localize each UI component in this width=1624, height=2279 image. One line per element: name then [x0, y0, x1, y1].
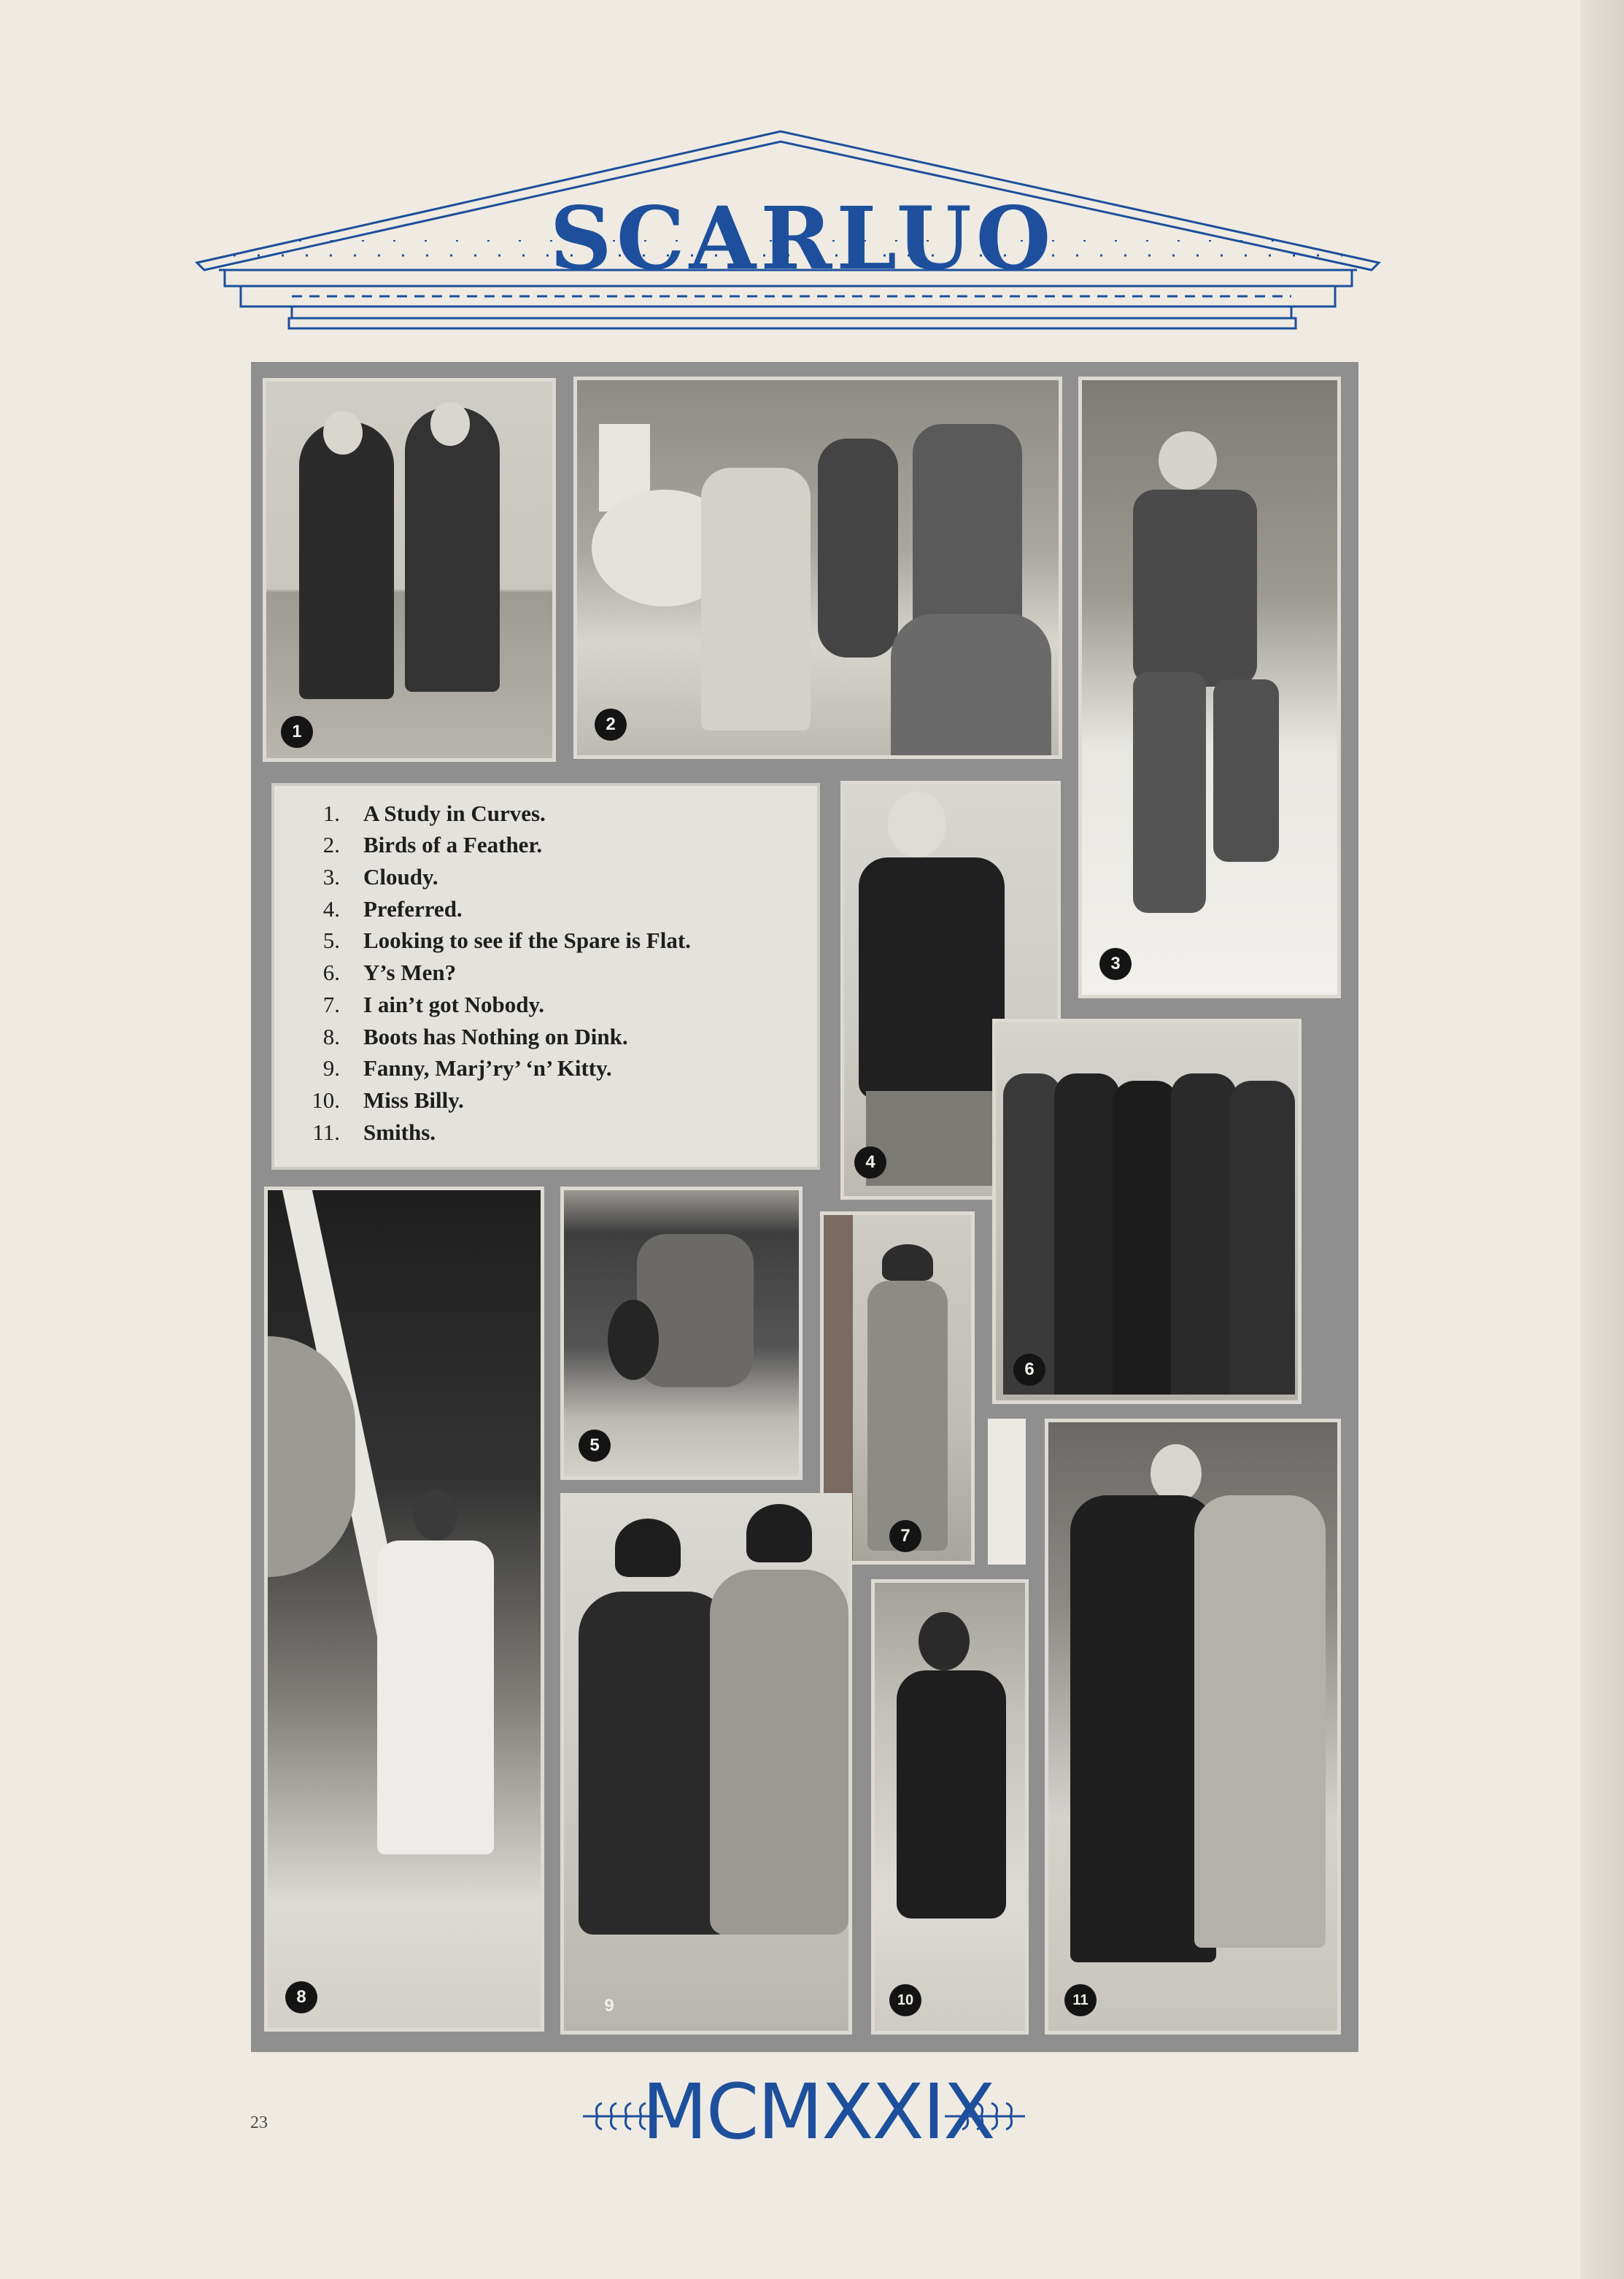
photo-5 — [560, 1187, 803, 1480]
photo-1 — [263, 378, 556, 762]
page-gutter — [1580, 0, 1624, 2279]
page-number: 23 — [250, 2113, 268, 2132]
photo-6 — [992, 1019, 1302, 1404]
photo-9 — [560, 1493, 852, 2035]
right-sprig-ornament — [941, 2094, 1029, 2138]
photo-10 — [871, 1579, 1029, 2035]
photo-badge: 2 — [595, 709, 627, 741]
photo-badge: 9 — [604, 1996, 614, 2016]
photo-badge: 4 — [854, 1146, 886, 1179]
photo-badge: 11 — [1064, 1984, 1097, 2016]
photo-badge: 3 — [1099, 948, 1132, 980]
photo-11 — [1045, 1419, 1341, 2035]
photo-badge: 7 — [889, 1520, 921, 1552]
photo-3 — [1078, 377, 1341, 998]
captions-panel: 1. A Study in Curves. 2. Birds of a Feather. 3. Cloudy. 4. Preferred. 5. Looking to see if the Spare is Flat. 6. Y’s Men? 7. I ain’t got Nobody. 8. Boots has Nothing on Dink. 9. Fanny, Marj’ry’ ‘n’ Kitty. 10. Miss Billy. 11. Smiths. — [271, 783, 820, 1170]
photo-badge: 8 — [285, 1981, 317, 2013]
photo-badge: 5 — [579, 1430, 611, 1462]
yearbook-title: SCARLUO — [549, 188, 1056, 289]
photo-8 — [264, 1187, 544, 2032]
year-numeral: MCMXXIX — [642, 2067, 994, 2156]
photo-badge: 1 — [281, 716, 313, 748]
photo-2 — [573, 377, 1062, 759]
photo-badge: 10 — [889, 1984, 921, 2016]
photo-badge: 6 — [1013, 1354, 1045, 1386]
blank-panel — [988, 1419, 1026, 1565]
